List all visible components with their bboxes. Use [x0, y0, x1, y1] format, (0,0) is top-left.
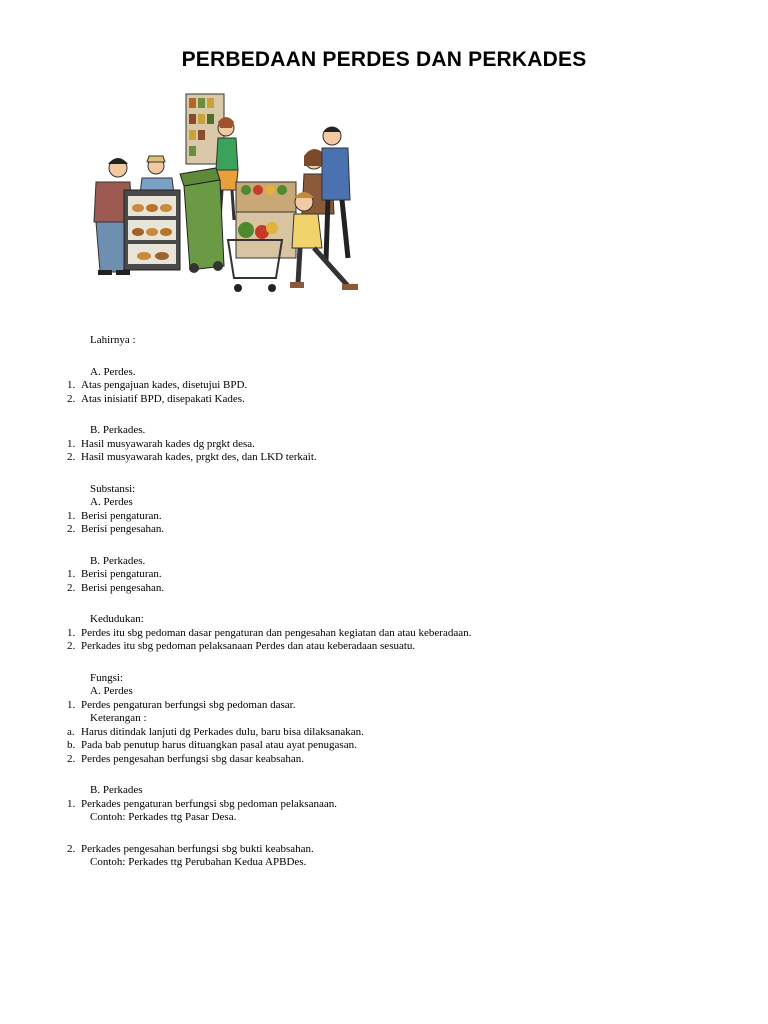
list-item: 2. Perkades pengesahan berfungsi sbg bukti keabsahan.: [67, 842, 314, 855]
section-heading-substansi: Substansi:: [90, 482, 136, 495]
subheading-perkades: B. Perkades.: [90, 554, 146, 567]
section-heading-kedudukan: Kedudukan:: [90, 613, 144, 625]
list-item: 2. Perkades itu sbg pedoman pelaksanaan Perdes dan atau keberadaan sesuatu.: [67, 640, 416, 652]
subheading-perkades: B. Perkades: [90, 784, 143, 796]
man-customer-right: [322, 127, 350, 260]
produce-stand: [236, 182, 296, 258]
shopkeeper: [140, 156, 174, 194]
list-item: 2. Berisi pengesahan.: [67, 581, 165, 594]
subheading-perdes: A. Perdes: [90, 496, 133, 508]
example-text: Contoh: Perkades ttg Perubahan Kedua APBDes.: [90, 856, 307, 868]
list-item: 1. Perdes itu sbg pedoman dasar pengaturan dan pengesahan kegiatan dan atau keberadaan.: [67, 626, 472, 639]
list-item: 2. Berisi pengesahan.: [67, 523, 165, 535]
keterangan-label: Keterangan :: [90, 712, 147, 724]
list-item: 1. Hasil musyawarah kades dg prgkt desa.: [67, 437, 255, 450]
list-item: 2. Atas inisiatif BPD, disepakati Kades.: [67, 392, 245, 405]
section-heading-lahirnya: Lahirnya :: [90, 334, 136, 346]
list-item: 1. Perkades pengaturan berfungsi sbg pedoman pelaksanaan.: [67, 797, 337, 810]
list-item: 1. Perdes pengaturan berfungsi sbg pedoman dasar.: [67, 698, 296, 711]
bread-counter: [124, 190, 180, 270]
list-item: a. Harus ditindak lanjuti dg Perkades dulu, baru bisa dilaksanakan.: [67, 725, 364, 738]
list-item: b. Pada bab penutup harus dituangkan pasal atau ayat penugasan.: [67, 739, 357, 751]
list-item: 1. Berisi pengaturan.: [67, 568, 162, 580]
subheading-perdes: A. Perdes: [90, 685, 133, 697]
document-body: [0, 334, 768, 870]
subheading-perdes: A. Perdes.: [90, 365, 136, 378]
green-bin: [180, 168, 224, 273]
list-item: 1. Atas pengajuan kades, disetujui BPD.: [67, 379, 248, 391]
market-shopping-illustration: [86, 90, 366, 300]
list-item: 2. Perdes pengesahan berfungsi sbg dasar keabsahan.: [67, 752, 304, 765]
subheading-perkades: B. Perkades.: [90, 424, 146, 436]
list-item: 1. Berisi pengaturan.: [67, 509, 162, 522]
section-heading-fungsi: Fungsi:: [90, 671, 124, 684]
list-item: 2. Hasil musyawarah kades, prgkt des, dan LKD terkait.: [67, 451, 317, 463]
document-title: PERBEDAAN PERDES DAN PERKADES: [181, 48, 587, 71]
example-text: Contoh: Perkades ttg Pasar Desa.: [90, 811, 237, 823]
